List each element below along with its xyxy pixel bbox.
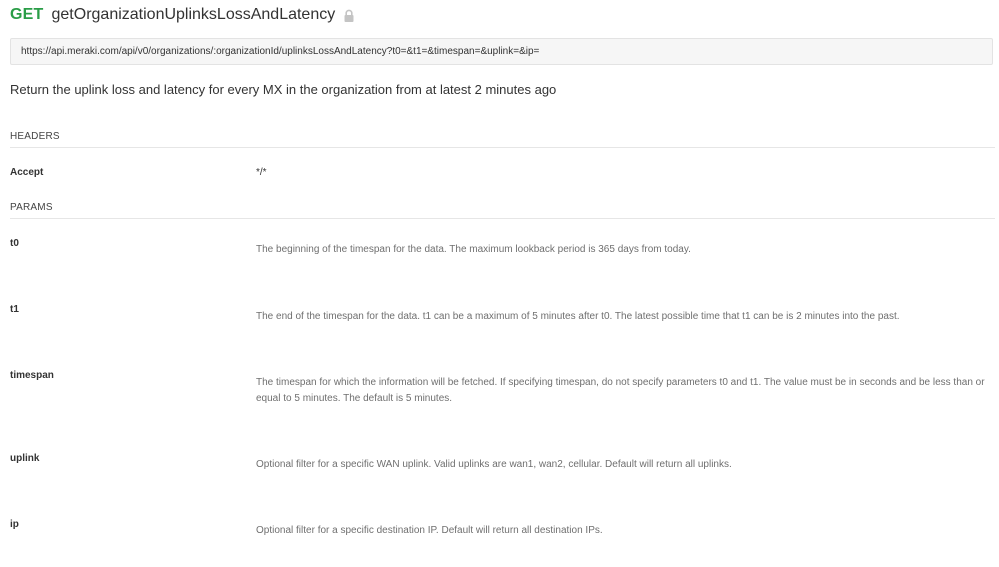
param-description-t1: The end of the timespan for the data. t1 can be a maximum of 5 minutes after t0. The latest possible time that t1 can be is 2 minutes into the past. xyxy=(256,311,900,322)
param-key-ip: ip xyxy=(10,519,19,530)
param-description-uplink: Optional filter for a specific WAN uplink. Valid uplinks are wan1, wan2, cellular. Default will return all uplinks. xyxy=(256,459,732,470)
headers-section-label: HEADERS xyxy=(10,131,60,142)
endpoint-name[interactable]: getOrganizationUplinksLossAndLatency xyxy=(51,6,336,23)
param-key-t1: t1 xyxy=(10,304,19,315)
param-description-t0: The beginning of the timespan for the data. The maximum lookback period is 365 days from today. xyxy=(256,244,691,255)
param-description-ip: Optional filter for a specific destination IP. Default will return all destination IPs. xyxy=(256,525,603,536)
param-key-uplink: uplink xyxy=(10,453,40,464)
header-key-accept: Accept xyxy=(10,167,44,178)
headers-divider xyxy=(10,147,995,148)
param-description-timespan: The timespan for which the information will be fetched. If specifying timespan, do not specify parameters t0 and t1. The value must be in seconds and be less than or equal to 5 minutes. The default is 5 minutes. xyxy=(256,377,985,404)
http-method-badge: GET xyxy=(10,6,44,23)
endpoint-title-row xyxy=(10,4,355,26)
param-key-t0: t0 xyxy=(10,238,19,249)
request-url-field[interactable]: https://api.meraki.com/api/v0/organizations/:organizationId/uplinksLossAndLatency?t0=&t1=&timespan=&uplink=&ip= xyxy=(10,38,993,65)
param-key-timespan: timespan xyxy=(10,370,54,381)
params-section-label: PARAMS xyxy=(10,202,53,213)
header-value-accept: */* xyxy=(256,167,267,178)
lock-icon xyxy=(343,9,355,23)
params-divider xyxy=(10,218,995,219)
endpoint-description: Return the uplink loss and latency for every MX in the organization from at latest 2 minutes ago xyxy=(10,82,557,97)
